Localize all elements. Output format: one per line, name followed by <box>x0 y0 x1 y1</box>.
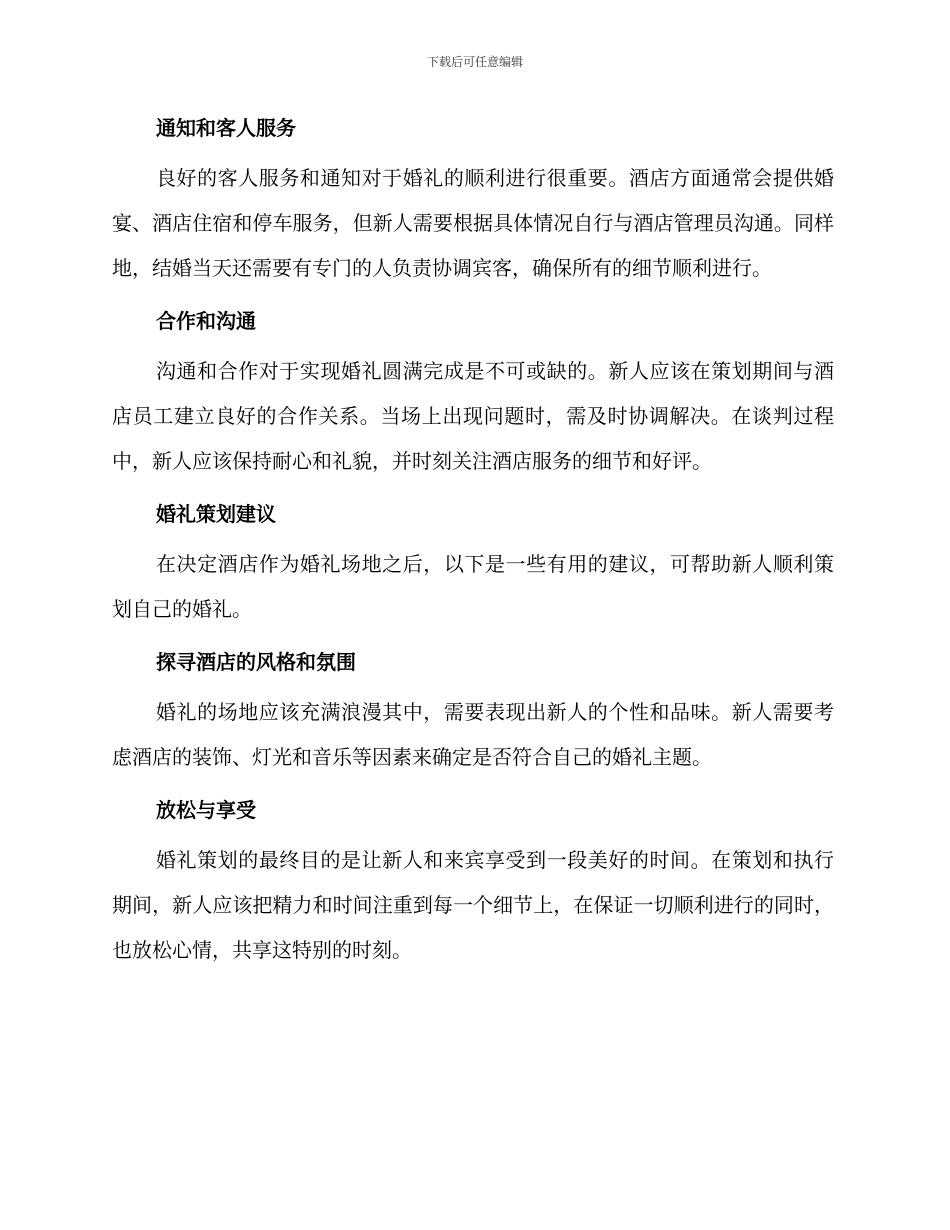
section-heading-hotel-style: 探寻酒店的风格和氛围 <box>156 650 356 674</box>
section-paragraph-hotel-style: 婚礼的场地应该充满浪漫其中，需要表现出新人的个性和品味。新人需要考虑酒店的装饰、灯光和音乐等因素来确定是否符合自己的婚礼主题。 <box>112 700 834 769</box>
page-header-note: 下载后可任意编辑 <box>426 55 523 69</box>
section-paragraph-cooperation: 沟通和合作对于实现婚礼圆满完成是不可或缺的。新人应该在策划期间与酒店员工建立良好的合作关系。当场上出现问题时，需及时协调解决。在谈判过程中，新人应该保持耐心和礼貌，并时刻关注酒店服务的细节和好评。 <box>112 359 834 473</box>
section-heading-planning-advice: 婚礼策划建议 <box>156 502 276 526</box>
section-heading-relax-enjoy: 放松与享受 <box>156 798 256 822</box>
section-heading-cooperation: 合作和沟通 <box>156 309 256 333</box>
section-paragraph-planning-advice: 在决定酒店作为婚礼场地之后，以下是一些有用的建议，可帮助新人顺利策划自己的婚礼。 <box>112 552 834 621</box>
section-heading-notification-service: 通知和客人服务 <box>156 116 296 140</box>
section-paragraph-relax-enjoy: 婚礼策划的最终目的是让新人和来宾享受到一段美好的时间。在策划和执行期间，新人应该把精力和时间注重到每一个细节上，在保证一切顺利进行的同时，也放松心情，共享这特别的时刻。 <box>112 848 834 962</box>
document-body <box>112 112 834 973</box>
section-paragraph-notification-service: 良好的客人服务和通知对于婚礼的顺利进行很重要。酒店方面通常会提供婚宴、酒店住宿和停车服务，但新人需要根据具体情况自行与酒店管理员沟通。同样地，结婚当天还需要有专门的人负责协调宾客，确保所有的细节顺利进行。 <box>112 166 834 280</box>
